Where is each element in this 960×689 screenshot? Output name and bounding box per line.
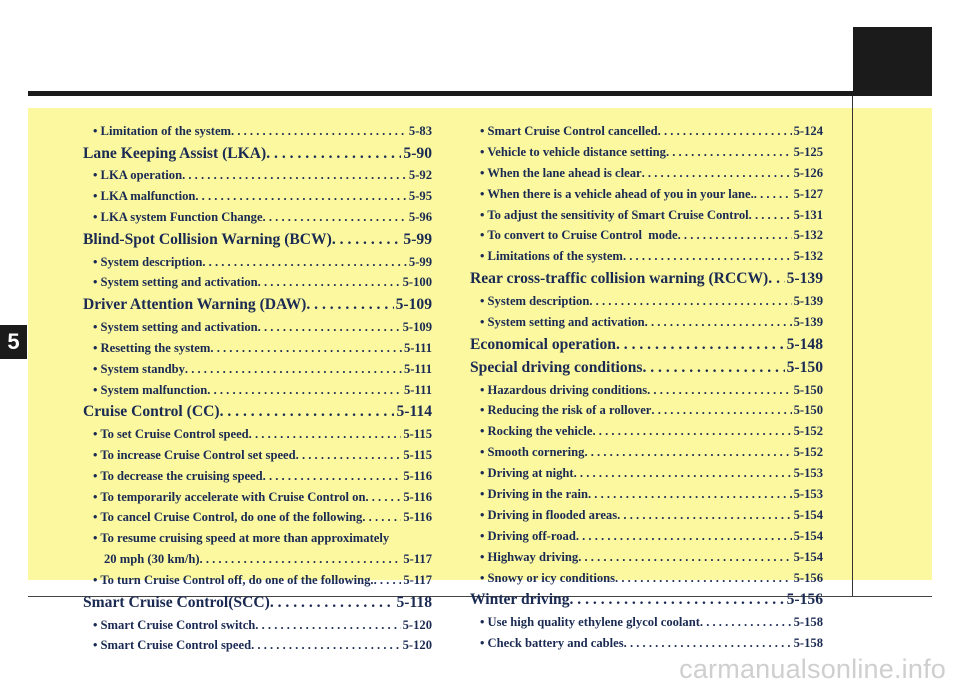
dot-leader <box>642 356 784 380</box>
toc-entry-label: • Smart Cruise Control cancelled <box>480 124 658 138</box>
toc-section-heading[interactable] <box>83 400 432 424</box>
toc-entry-label: • Smart Cruise Control switch <box>93 617 256 632</box>
toc-entry-label: • LKA system Function Change <box>93 210 263 225</box>
dot-leader <box>624 633 792 654</box>
toc-entry-label: • To convert to Cruise Control mode <box>480 228 678 243</box>
dot-leader <box>588 484 792 505</box>
toc-entry-label: Special driving conditions <box>470 359 643 377</box>
toc-entry-label: Cruise Control (CC) <box>83 403 220 421</box>
toc-entry-label: • Smooth cornering <box>480 445 585 460</box>
toc-page-number: 5-153 <box>793 466 823 481</box>
toc-entry[interactable] <box>83 272 432 293</box>
toc-entry[interactable] <box>83 338 432 359</box>
toc-page-number: 5-114 <box>396 403 432 421</box>
dot-leader <box>182 165 407 186</box>
toc-entry-label: • System standby <box>93 361 185 376</box>
toc-page-number: 5-96 <box>408 210 432 225</box>
dot-leader <box>255 615 400 636</box>
toc-entry[interactable] <box>470 484 823 505</box>
toc-entry-label: • Smart Cruise Control speed <box>93 638 252 653</box>
toc-entry[interactable] <box>470 526 823 547</box>
toc-page-number: 5-111 <box>404 340 432 355</box>
toc-entry-label: Blind-Spot Collision Warning (BCW) <box>83 231 332 249</box>
toc-page-number: 5-116 <box>403 510 432 525</box>
toc-page-number: 5-120 <box>402 617 432 632</box>
dot-leader <box>362 507 401 528</box>
toc-entry[interactable] <box>83 207 432 228</box>
toc-page-number: 5-158 <box>793 614 823 629</box>
toc-entry-continued[interactable]: • To resume cruising speed at more than approximately <box>93 531 390 546</box>
dot-leader <box>570 588 785 612</box>
toc-page-number: 5-92 <box>408 168 432 183</box>
toc-page-number: 5-109 <box>402 319 432 334</box>
toc-entry-label: • Rocking the vehicle <box>480 424 593 439</box>
toc-entry-label: • System description <box>480 293 590 308</box>
toc-entry-label: • To adjust the sensitivity of Smart Cruise Control <box>480 207 749 222</box>
toc-section-heading[interactable] <box>470 267 823 291</box>
toc-entry[interactable] <box>470 312 823 333</box>
dot-leader <box>749 205 792 226</box>
dot-leader <box>616 333 785 357</box>
dot-leader <box>578 547 791 568</box>
dot-leader <box>374 570 402 591</box>
toc-entry[interactable] <box>470 442 823 463</box>
dot-leader <box>666 142 792 163</box>
dot-leader <box>651 400 791 421</box>
toc-entry[interactable] <box>83 424 432 445</box>
toc-page-number: 5-131 <box>793 207 823 222</box>
toc-entry-label: • Driving at night <box>480 466 574 481</box>
dot-leader <box>589 291 791 312</box>
toc-entry[interactable] <box>470 380 823 401</box>
toc-entry[interactable] <box>470 163 823 184</box>
toc-entry[interactable] <box>83 445 432 466</box>
dot-leader <box>263 207 407 228</box>
toc-page-number: 5-111 <box>404 361 432 376</box>
toc-entry-label: • Hazardous driving conditions <box>480 382 648 397</box>
toc-entry[interactable] <box>470 612 823 633</box>
toc-page-number: 5-118 <box>396 594 432 612</box>
toc-entry-label: • When the lane ahead is clear <box>480 165 642 180</box>
toc-page-number: 5-152 <box>793 445 823 460</box>
toc-entry-label: • Check battery and cables <box>480 635 624 650</box>
dot-leader <box>210 338 402 359</box>
toc-entry-label: • Snowy or icy conditions <box>480 570 616 585</box>
dot-leader <box>296 445 402 466</box>
dot-leader <box>306 293 393 317</box>
dot-leader <box>220 400 395 424</box>
dot-leader <box>754 184 792 205</box>
toc-page-number: 5-148 <box>786 335 823 353</box>
toc-entry-label: • Use high quality ethylene glycol coolant <box>480 614 700 629</box>
watermark: carmanualsonline.info <box>679 654 946 684</box>
toc-page-number: 5-156 <box>786 591 823 609</box>
dot-leader <box>647 380 792 401</box>
toc-section-heading[interactable] <box>83 142 432 166</box>
toc-entry[interactable] <box>470 225 823 246</box>
toc-page-number: 5-83 <box>408 124 432 138</box>
toc-entry[interactable] <box>470 121 823 142</box>
toc-page-number: 5-150 <box>793 403 823 418</box>
toc-entry-label: • Driving in the rain <box>480 486 588 501</box>
toc-entry-label: Lane Keeping Assist (LKA) <box>83 144 267 162</box>
toc-page-number: 5-99 <box>408 254 432 269</box>
toc-entry[interactable] <box>470 400 823 421</box>
dot-leader <box>270 591 395 615</box>
toc-page-number: 5-156 <box>793 570 823 585</box>
toc-page-number: 5-127 <box>793 186 823 201</box>
toc-entry-label: • System malfunction <box>93 382 208 397</box>
toc-page-number: 5-152 <box>793 424 823 439</box>
toc-page-number: 5-125 <box>793 144 823 159</box>
toc-page-number: 5-115 <box>403 447 432 462</box>
toc-page-number: 5-95 <box>408 189 432 204</box>
toc-page-number: 5-111 <box>404 382 432 397</box>
toc-entry-label: • To temporarily accelerate with Cruise Control on <box>93 489 366 504</box>
toc-page-number: 5-154 <box>793 549 823 564</box>
dot-leader <box>700 612 792 633</box>
dot-leader <box>584 442 791 463</box>
toc-entry-label: Driver Attention Warning (DAW) <box>83 296 307 314</box>
toc-entry-label: Winter driving <box>470 591 570 609</box>
dot-leader <box>249 424 402 445</box>
dot-leader <box>202 252 407 273</box>
toc-entry-label: • To cancel Cruise Control, do one of the following <box>93 510 363 525</box>
dot-leader <box>231 121 407 142</box>
toc-page-number: 5-132 <box>793 228 823 243</box>
toc-entry[interactable] <box>470 568 823 589</box>
toc-left-column <box>83 121 432 656</box>
toc-entry-label: • Driving in flooded areas <box>480 507 618 522</box>
toc-entry[interactable] <box>83 359 432 380</box>
dot-leader <box>576 526 792 547</box>
toc-entry-label: • When there is a vehicle ahead of you in your lane. <box>480 186 754 201</box>
toc-entry[interactable] <box>83 466 432 487</box>
dot-leader <box>263 466 402 487</box>
toc-entry[interactable] <box>83 317 432 338</box>
toc-entry-label: • Resetting the system <box>93 340 211 355</box>
toc-entry[interactable] <box>83 186 432 207</box>
dot-leader <box>623 246 792 267</box>
toc-entry[interactable] <box>83 615 432 636</box>
toc-page-number: 5-117 <box>403 552 432 567</box>
toc-section-heading[interactable] <box>470 333 823 357</box>
toc-page-number: 5-126 <box>793 165 823 180</box>
toc-entry[interactable] <box>83 121 432 142</box>
toc-entry[interactable] <box>470 291 823 312</box>
toc-page-number: 5-90 <box>403 144 432 162</box>
header-black-tab <box>853 27 932 91</box>
toc-entry[interactable] <box>83 507 432 528</box>
toc-section-heading[interactable] <box>83 228 432 252</box>
dot-leader <box>642 163 792 184</box>
dot-leader <box>574 463 792 484</box>
dot-leader <box>615 568 792 589</box>
toc-entry[interactable] <box>470 633 823 654</box>
toc-entry[interactable] <box>83 487 432 508</box>
toc-page-number: 5-139 <box>793 314 823 329</box>
toc-entry-label: • System setting and activation <box>480 314 645 329</box>
toc-page-number: 5-117 <box>403 573 432 588</box>
toc-entry[interactable] <box>83 165 432 186</box>
toc-entry[interactable] <box>470 421 823 442</box>
dot-leader <box>185 359 402 380</box>
toc-entry[interactable] <box>470 205 823 226</box>
toc-page-number: 5-150 <box>793 382 823 397</box>
toc-section-heading[interactable] <box>470 356 823 380</box>
toc-entry-label: • Highway driving <box>480 549 579 564</box>
toc-page-number: 5-116 <box>403 468 432 483</box>
toc-entry[interactable] <box>470 547 823 568</box>
dot-leader <box>365 487 401 508</box>
toc-entry-label: • Vehicle to vehicle distance setting <box>480 144 666 159</box>
header-rule <box>28 91 932 96</box>
toc-entry-label: • LKA operation <box>93 168 183 183</box>
toc-entry-label: • LKA malfunction <box>93 189 196 204</box>
dot-leader <box>258 317 401 338</box>
toc-entry-label: • To turn Cruise Control off, do one of the following. <box>93 573 374 588</box>
toc-page-number: 5-109 <box>395 296 432 314</box>
toc-entry-label: • Limitations of the system <box>480 249 623 264</box>
toc-entry[interactable] <box>470 142 823 163</box>
toc-entry-label: • Reducing the risk of a rollover <box>480 403 652 418</box>
toc-entry-label: • System setting and activation <box>93 319 258 334</box>
toc-page-number: 5-132 <box>793 249 823 264</box>
toc-section-heading[interactable] <box>470 588 823 612</box>
toc-entry-label: • To set Cruise Control speed <box>93 426 249 441</box>
dot-leader <box>593 421 792 442</box>
toc-page-number: 5-139 <box>793 293 823 308</box>
dot-leader <box>258 272 401 293</box>
dot-leader <box>251 635 401 656</box>
dot-leader <box>207 380 402 401</box>
toc-page-number: 5-124 <box>793 124 823 138</box>
toc-page-number: 5-153 <box>793 486 823 501</box>
toc-section-heading[interactable] <box>83 293 432 317</box>
toc-entry-label: • Driving off-road <box>480 528 576 543</box>
toc-entry[interactable] <box>83 252 432 273</box>
toc-page-number: 5-139 <box>786 270 823 288</box>
toc-page-number: 5-116 <box>403 489 432 504</box>
toc-page-number: 5-150 <box>786 359 823 377</box>
toc-entry-label: • To increase Cruise Control set speed <box>93 447 296 462</box>
dot-leader <box>195 186 407 207</box>
toc-page-number: 5-154 <box>793 507 823 522</box>
toc-entry-label: Economical operation <box>470 335 616 353</box>
dot-leader <box>678 225 792 246</box>
toc-entry[interactable] <box>470 184 823 205</box>
toc-entry[interactable] <box>470 246 823 267</box>
toc-entry[interactable] <box>83 380 432 401</box>
toc-entry[interactable] <box>83 549 432 570</box>
toc-entry-label: Smart Cruise Control(SCC) <box>83 594 270 612</box>
toc-entry-label: • To decrease the cruising speed <box>93 468 263 483</box>
toc-entry-label: 20 mph (30 km/h) <box>104 552 200 567</box>
toc-page-number: 5-120 <box>402 638 432 653</box>
dot-leader <box>266 142 401 166</box>
dot-leader <box>658 121 792 142</box>
toc-page-number: 5-100 <box>402 275 432 290</box>
dot-leader <box>645 312 792 333</box>
toc-entry-label: • Limitation of the system <box>93 124 232 138</box>
dot-leader <box>617 505 791 526</box>
chapter-tab[interactable]: 5 <box>0 325 27 359</box>
toc-entry-label: • System description <box>93 254 203 269</box>
toc-right-column <box>470 121 823 654</box>
toc-section-heading[interactable] <box>83 591 432 615</box>
toc-entry-label: Rear cross-traffic collision warning (RCCW) <box>470 270 769 288</box>
toc-page-number: 5-158 <box>793 635 823 650</box>
toc-entry[interactable] <box>83 570 432 591</box>
dot-leader <box>332 228 402 252</box>
toc-entry[interactable] <box>470 463 823 484</box>
toc-page-number: 5-154 <box>793 528 823 543</box>
toc-entry[interactable] <box>470 505 823 526</box>
toc-page-number: 5-99 <box>403 231 432 249</box>
toc-entry-label: • System setting and activation <box>93 275 258 290</box>
toc-page-number: 5-115 <box>403 426 432 441</box>
dot-leader <box>768 267 784 291</box>
margin-rule <box>852 96 853 596</box>
toc-entry[interactable] <box>83 635 432 656</box>
dot-leader <box>200 549 402 570</box>
